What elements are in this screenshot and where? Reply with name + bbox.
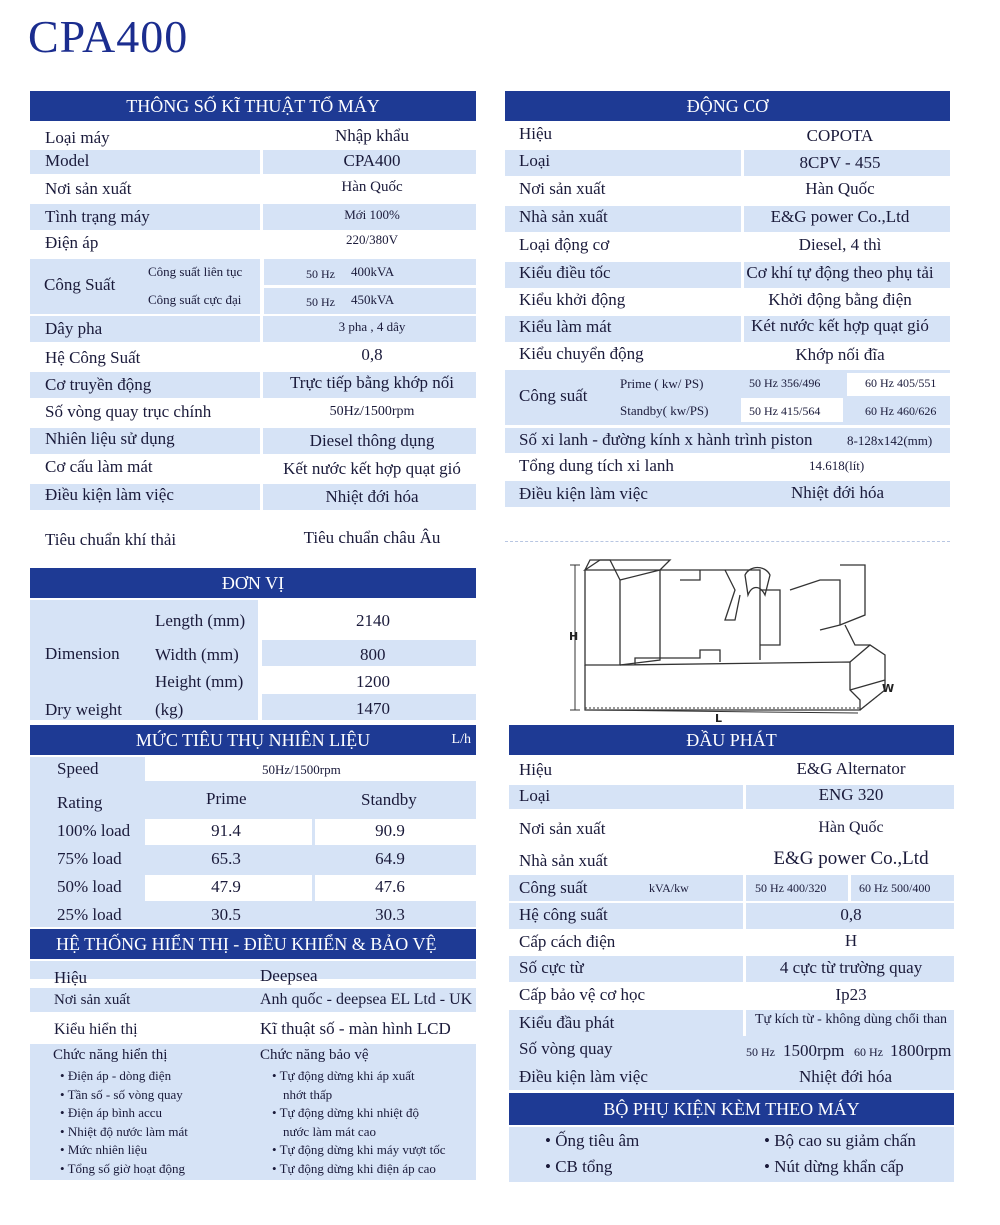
- fuel-prime-value: 30.5: [211, 905, 241, 924]
- spec-row-label: Điện áp: [45, 233, 99, 252]
- control-header: HỆ THỐNG HIỂN THỊ - ĐIỀU KHIỂN & BẢO VỆ: [30, 929, 476, 959]
- fuel-prime-label: Prime: [206, 789, 247, 808]
- cylinder-value: 8-128x142(mm): [847, 433, 933, 448]
- spec-row-label: Nơi sản xuất: [45, 179, 132, 198]
- engine-row: [505, 344, 950, 368]
- spec-row: [30, 344, 476, 370]
- alternator-row-value: E&G power Co.,Ltd: [773, 848, 929, 869]
- alternator-row-value: Hàn Quốc: [818, 819, 884, 836]
- fuel-row: [30, 876, 476, 900]
- alternator-power-unit: kVA/kw: [649, 881, 689, 895]
- spec-power-label: Công Suất: [44, 275, 116, 294]
- spec-row-value: Diesel thông dụng: [309, 431, 435, 450]
- engine-row-label: Loại: [519, 151, 551, 170]
- spec-row-value: 3 pha , 4 dây: [338, 319, 406, 334]
- display-functions-list: [60, 1067, 188, 1178]
- alternator-condition-label: Điều kiện làm việc: [519, 1067, 648, 1086]
- alternator-row-value: H: [844, 931, 858, 950]
- display-function-item: • Điện áp - dòng điện: [60, 1067, 188, 1086]
- fuel-load-label: 50% load: [57, 877, 122, 896]
- fuel-standby-value: 90.9: [375, 821, 405, 840]
- alternator-row-value: Tự kích từ - không dùng chổi than: [754, 1012, 948, 1027]
- engine-condition-value: Nhiệt đới hóa: [791, 483, 885, 502]
- protection-functions-list: [272, 1067, 446, 1178]
- engine-row: [505, 123, 950, 147]
- fuel-load-label: 100% load: [57, 821, 131, 840]
- control-brand-value: Deepsea: [260, 966, 318, 985]
- spec-row-label: Loại máy: [45, 128, 110, 147]
- engine-row: [505, 234, 950, 260]
- spec-row-label: Số vòng quay trục chính: [45, 402, 212, 421]
- fuel-speed-label: Speed: [57, 759, 99, 778]
- spec-row-label: Nhiên liệu sử dụng: [45, 429, 175, 448]
- alternator-row-label: Hiệu: [519, 760, 553, 779]
- alternator-power-row: [509, 875, 954, 901]
- alternator-speed-label: Số vòng quay: [519, 1039, 613, 1058]
- accessories-list: [509, 1127, 954, 1182]
- spec-row: [30, 456, 476, 482]
- alternator-row-label: Nhà sản xuất: [519, 851, 608, 870]
- continuous-value: 400kVA: [351, 264, 395, 279]
- alternator-row: [509, 757, 954, 783]
- fuel-load-label: 75% load: [57, 849, 122, 868]
- engine-row-value: Khởi động bằng điện: [768, 290, 912, 309]
- display-function-item: • Mức nhiên liệu: [60, 1141, 188, 1160]
- display-function-item: • Nhiệt độ nước làm mát: [60, 1123, 188, 1142]
- alternator-row: [509, 930, 954, 954]
- spec-row: [30, 372, 476, 398]
- accessories-header: BỘ PHỤ KIỆN KÈM THEO MÁY: [509, 1093, 954, 1125]
- alternator-row-label: Nơi sản xuất: [519, 819, 606, 838]
- diagram-l-label: L: [715, 712, 723, 725]
- cylinder-label: Số xi lanh - đường kính x hành trình piston: [519, 430, 813, 449]
- weight-value: 1470: [356, 699, 390, 718]
- accessory-item: • Nút dừng khẩn cấp: [764, 1157, 904, 1176]
- fuel-load-label: 25% load: [57, 905, 122, 924]
- protection-function-item: • Tự động dừng khi điện áp cao: [272, 1160, 446, 1179]
- engine-row-label: Kiểu khởi động: [519, 290, 626, 309]
- engine-row-value: Diesel, 4 thì: [798, 235, 882, 254]
- engine-row-value: COPOTA: [806, 126, 874, 145]
- standby-label: Standby( kw/PS): [620, 403, 709, 418]
- control-brand-label: Hiệu: [54, 968, 88, 987]
- protection-function-item: nhớt thấp: [283, 1086, 333, 1102]
- protection-function-item: • Tự động dừng khi áp xuất: [272, 1067, 446, 1086]
- engine-row-label: Kiểu điều tốc: [519, 263, 611, 282]
- prime-label: Prime ( kw/ PS): [620, 376, 704, 391]
- fuel-standby-label: Standby: [361, 790, 417, 809]
- fuel-row: [30, 820, 476, 844]
- max-hz: 50 Hz: [306, 295, 335, 309]
- engine-row-label: Nhà sản xuất: [519, 207, 608, 226]
- unit-header: ĐƠN VỊ: [30, 568, 476, 598]
- alternator-speed-row: [509, 1036, 954, 1064]
- alternator-power-label: Công suất: [519, 878, 588, 897]
- prime-60hz: 60 Hz 405/551: [865, 376, 937, 390]
- display-function-item: • Tổng số giờ hoạt động: [60, 1160, 188, 1179]
- engine-row-value: Cơ khí tự động theo phụ tải: [746, 263, 934, 282]
- engine-row-value: Két nước kết hợp quạt gió: [751, 316, 929, 335]
- spec-row: [30, 230, 476, 256]
- alternator-row: [509, 785, 954, 809]
- alternator-row-value: Ip23: [835, 985, 867, 1004]
- max-value: 450kVA: [351, 292, 395, 307]
- control-functions-label: Chức năng hiển thị: [53, 1047, 168, 1063]
- spec-row-label: Hệ Công Suất: [45, 348, 141, 367]
- alternator-row-value: E&G Alternator: [796, 759, 906, 778]
- alternator-row-label: Cấp cách điện: [519, 932, 616, 951]
- page-title: CPA400: [28, 11, 189, 62]
- spec-row-label: Tiêu chuẩn khí thải: [45, 530, 177, 549]
- fuel-prime-value: 91.4: [211, 821, 241, 840]
- accessory-item: • Bộ cao su giảm chấn: [764, 1131, 916, 1150]
- alternator-row: [509, 903, 954, 929]
- diagram-h-label: H: [569, 630, 579, 643]
- speed-60hz-label: 60 Hz: [854, 1045, 883, 1059]
- spec-row: [30, 150, 476, 174]
- spec-row-label: Điều kiện làm việc: [45, 485, 174, 504]
- spec-row: [30, 204, 476, 230]
- displacement-value: 14.618(lít): [809, 458, 865, 473]
- engine-row: [505, 178, 950, 204]
- alternator-row: [509, 847, 954, 873]
- height-value: 1200: [356, 672, 390, 691]
- standby-60hz: 60 Hz 460/626: [865, 404, 937, 418]
- continuous-hz: 50 Hz: [306, 267, 335, 281]
- weight-label: Dry weight: [45, 700, 122, 719]
- control-display-value: Kĩ thuật số - màn hình LCD: [260, 1019, 451, 1038]
- alternator-row: [509, 815, 954, 843]
- weight-unit: (kg): [155, 700, 184, 719]
- spec-power-row: [30, 259, 476, 314]
- speed-50hz-label: 50 Hz: [746, 1045, 775, 1059]
- length-value: 2140: [356, 611, 390, 630]
- spec-row-label: Cơ truyền động: [45, 375, 152, 394]
- alternator-row-label: Hệ công suất: [519, 905, 608, 924]
- engine-header: ĐỘNG CƠ: [505, 91, 950, 121]
- accessory-item: • CB tổng: [545, 1157, 613, 1176]
- control-display-label: Kiểu hiển thị: [54, 1021, 138, 1038]
- spec-row-label: Cơ cấu làm mát: [45, 457, 153, 476]
- spec-row: [30, 123, 476, 149]
- spec-row-value: CPA400: [343, 151, 401, 170]
- engine-row-label: Nơi sản xuất: [519, 179, 606, 198]
- width-label: Width (mm): [155, 645, 239, 664]
- alternator-row-value: 0,8: [840, 905, 862, 924]
- alternator-row-value: 4 cực từ trường quay: [779, 958, 923, 977]
- spec-row: [30, 428, 476, 454]
- fuel-row: [30, 848, 476, 872]
- spec-row-value: Nhiệt đới hóa: [325, 487, 419, 506]
- width-value: 800: [360, 645, 386, 664]
- alternator-row: [509, 983, 954, 1009]
- alternator-row-label: Loại: [519, 786, 551, 805]
- fuel-standby-value: 47.6: [375, 877, 405, 896]
- accessory-item: • Ống tiêu âm: [545, 1131, 640, 1150]
- control-origin-label: Nơi sản xuất: [54, 992, 131, 1008]
- engine-row: [505, 262, 950, 288]
- spec-row: [30, 527, 476, 553]
- protection-function-item: • Tự động dừng khi máy vượt tốc: [272, 1141, 446, 1160]
- spec-row-value: Kết nước kết hợp quạt gió: [283, 459, 461, 478]
- spec-row-label: Tình trạng máy: [45, 207, 150, 226]
- engine-row: [505, 150, 950, 176]
- speed-50-value: 1500rpm: [783, 1041, 845, 1060]
- engine-row-label: Hiệu: [519, 124, 553, 143]
- spec-row-value: Nhập khẩu: [334, 126, 410, 145]
- spec-row: [30, 176, 476, 202]
- alternator-row-label: Số cực từ: [519, 958, 584, 977]
- engine-row: [505, 290, 950, 314]
- display-function-item: • Tần số - số vòng quay: [60, 1086, 188, 1105]
- alternator-row-label: Kiểu đầu phát: [519, 1013, 615, 1032]
- length-label: Length (mm): [155, 611, 246, 630]
- alternator-power-50hz: 50 Hz 400/320: [755, 881, 827, 895]
- standby-50hz: 50 Hz 415/564: [749, 404, 821, 418]
- speed-60-value: 1800rpm: [890, 1041, 952, 1060]
- protection-function-item: • Tự động dừng khi nhiệt độ: [272, 1104, 446, 1123]
- spec-row-label: Dây pha: [45, 319, 103, 338]
- alternator-header: ĐẦU PHÁT: [509, 725, 954, 755]
- fuel-rating-label: Rating: [57, 793, 103, 812]
- engine-power-row: [505, 370, 950, 425]
- generator-dimension-diagram: [560, 550, 900, 725]
- fuel-header: [30, 725, 476, 755]
- engine-row-label: Kiểu chuyển động: [519, 344, 644, 363]
- unit-table: [30, 600, 476, 720]
- alternator-row-label: Cấp bảo vệ cơ học: [519, 985, 646, 1004]
- protection-function-item: nước làm mát cao: [283, 1123, 376, 1139]
- engine-row-value: 8CPV - 455: [799, 153, 881, 172]
- engine-row-value: E&G power Co.,Ltd: [770, 207, 910, 226]
- displacement-label: Tổng dung tích xi lanh: [519, 456, 674, 475]
- max-power-label: Công suất cực đại: [148, 292, 242, 307]
- alternator-row-value: ENG 320: [818, 785, 884, 804]
- spec-row-value: Trực tiếp bằng khớp nối: [290, 373, 454, 392]
- continuous-power-label: Công suất liên tục: [148, 264, 243, 279]
- fuel-row: [30, 904, 476, 928]
- spec-row: [30, 400, 476, 426]
- spec-row-value: Mới 100%: [344, 207, 400, 222]
- spec-header: THÔNG SỐ KĨ THUẬT TỔ MÁY: [30, 91, 476, 121]
- spec-row-value: Hàn Quốc: [341, 179, 403, 195]
- spec-row-value: 50Hz/1500rpm: [329, 404, 415, 419]
- engine-row-value: Hàn Quốc: [805, 179, 875, 198]
- engine-row-value: Khớp nối đĩa: [795, 345, 885, 364]
- prime-50hz: 50 Hz 356/496: [749, 376, 821, 390]
- height-label: Height (mm): [155, 672, 244, 691]
- spec-row: [30, 484, 476, 510]
- alternator-condition-row: [509, 1064, 954, 1090]
- fuel-standby-value: 64.9: [375, 849, 405, 868]
- engine-row: [505, 316, 950, 342]
- fuel-speed-value: 50Hz/1500rpm: [262, 762, 341, 777]
- alternator-row: [509, 1010, 954, 1036]
- alternator-power-60hz: 60 Hz 500/400: [859, 881, 931, 895]
- engine-row: [505, 206, 950, 232]
- spec-row: [30, 316, 476, 342]
- engine-power-label: Công suất: [519, 386, 588, 405]
- spec-row-value: Tiêu chuẩn châu Âu: [303, 528, 441, 547]
- fuel-prime-value: 65.3: [211, 849, 241, 868]
- spec-row-value: 0,8: [361, 345, 383, 364]
- engine-condition-label: Điều kiện làm việc: [519, 484, 648, 503]
- diagram-w-label: W: [882, 682, 895, 695]
- fuel-prime-value: 47.9: [211, 877, 241, 896]
- control-protect-label: Chức năng bảo vệ: [260, 1047, 369, 1063]
- alternator-row: [509, 956, 954, 982]
- engine-row-label: Loại động cơ: [519, 235, 610, 254]
- spec-row-value: 220/380V: [346, 232, 398, 247]
- spec-row-label: Model: [45, 151, 90, 170]
- control-origin-value: Anh quốc - deepsea EL Ltd - UK: [260, 991, 473, 1008]
- fuel-header-title: MỨC TIÊU THỤ NHIÊN LIỆU: [135, 730, 371, 750]
- engine-extra-rows: [505, 428, 950, 508]
- fuel-unit: L/h: [451, 732, 471, 747]
- display-function-item: • Điện áp bình accu: [60, 1104, 188, 1123]
- fuel-standby-value: 30.3: [375, 905, 405, 924]
- engine-row-label: Kiểu làm mát: [519, 317, 612, 336]
- dimension-label: Dimension: [45, 644, 120, 663]
- alternator-condition-value: Nhiệt đới hóa: [799, 1067, 893, 1086]
